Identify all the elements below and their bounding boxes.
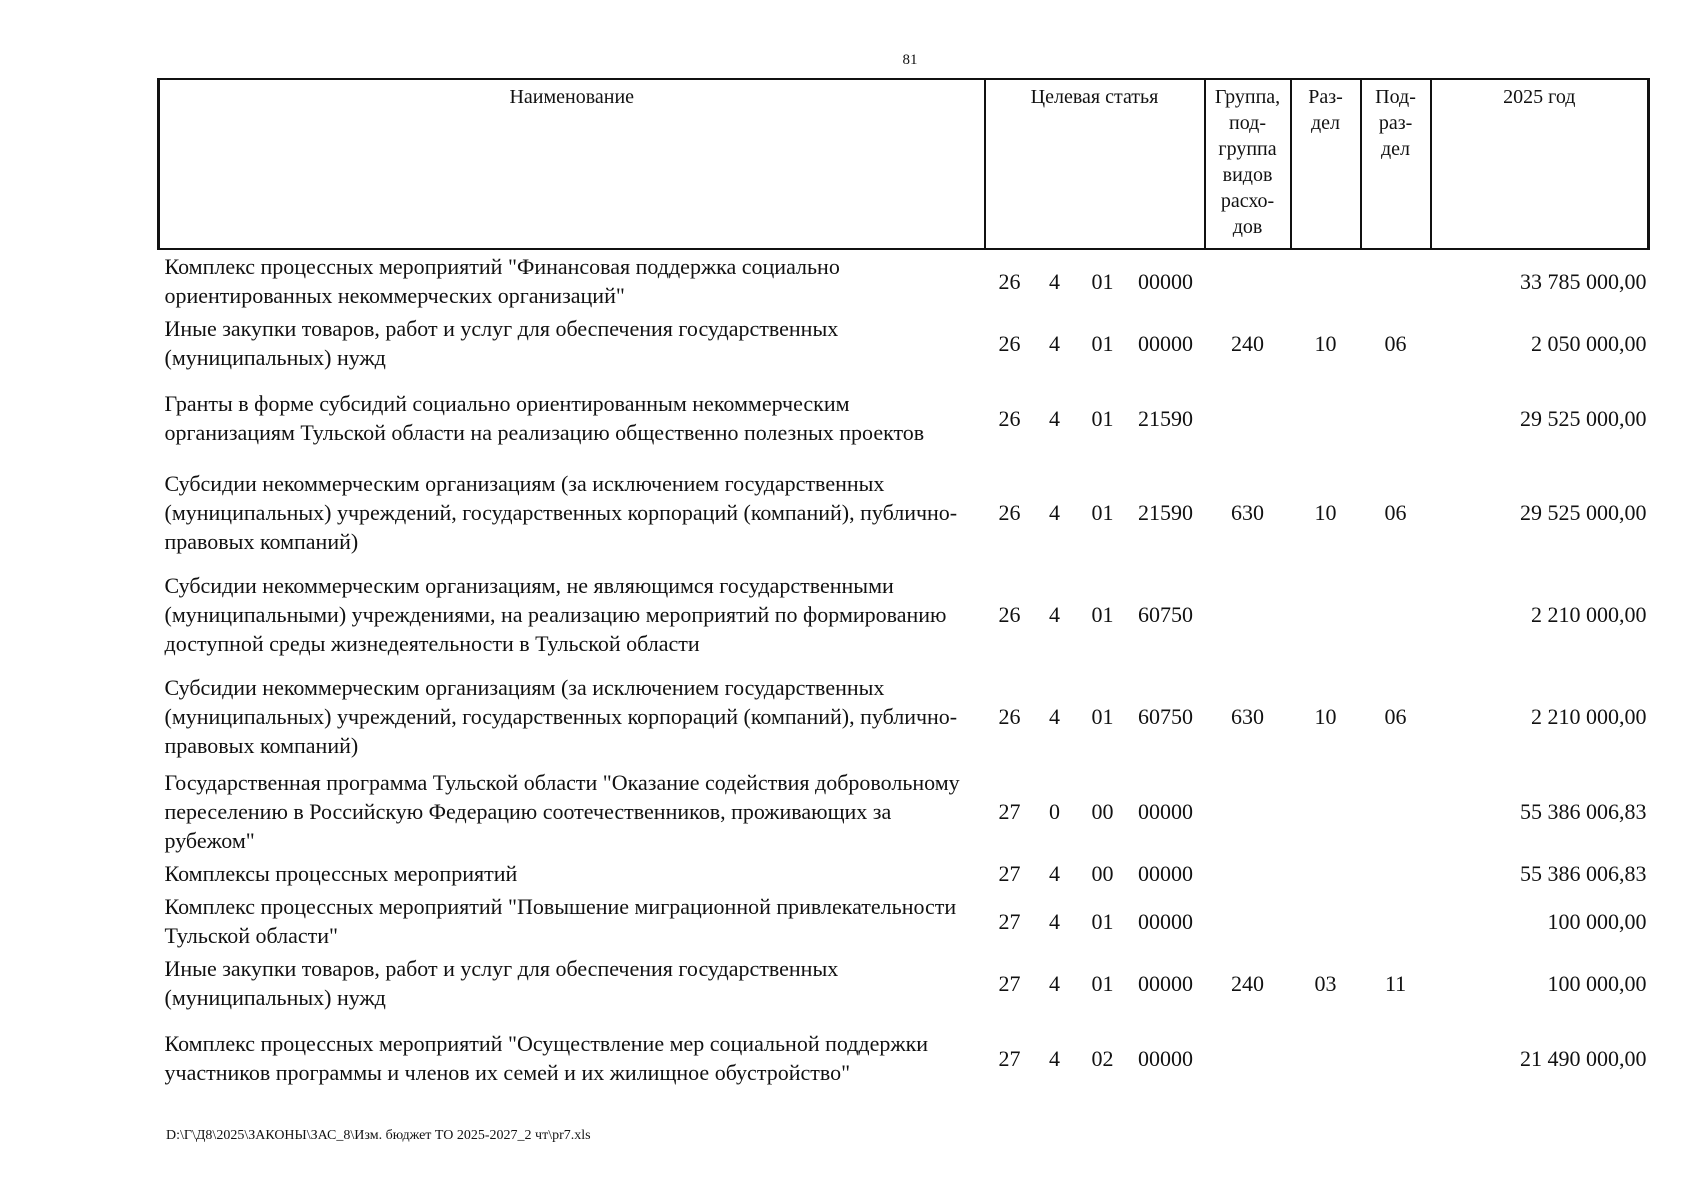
row-code-type: 4 [1049, 1045, 1060, 1071]
row-sum: 2 050 000,00 [1531, 330, 1647, 356]
row-name: Комплекс процессных мероприятий "Финансовая поддержка социально ориентированных некоммерческих организаций" [164, 254, 840, 308]
table-row [159, 857, 1649, 890]
table-row [159, 1014, 1649, 1102]
file-path-footer: D:\Г\Д8\2025\ЗАКОНЫ\ЗАС_8\Изм. бюджет ТО 2025-2027_2 чт\pr7.xls [166, 1128, 591, 1143]
row-razdel: 10 [1314, 330, 1337, 356]
row-name: Субсидии некоммерческим организациям, не являющимся государственными (муниципальными) учреждениями, на реализацию мероприятий по формированию доступной среды жизнедеятельности в Тульской области [164, 572, 947, 656]
row-code-subprogram: 01 [1091, 970, 1114, 996]
row-code-program: 27 [998, 1045, 1021, 1071]
row-code-subprogram: 01 [1091, 703, 1114, 729]
row-podrazdel: 06 [1384, 703, 1407, 729]
row-sum: 100 000,00 [1547, 970, 1647, 996]
row-name: Комплекс процессных мероприятий "Осуществление мер социальной поддержки участников программы и членов их семей и их жилищное обустройство" [164, 1031, 929, 1085]
header-podrazdel: Под-раз-дел [1361, 79, 1431, 249]
row-name: Субсидии некоммерческим организациям (за исключением государственных (муниципальных) учреждений, государственных корпораций (компаний), публично-правовых компаний) [164, 674, 958, 758]
row-code-type: 4 [1049, 970, 1060, 996]
table-row [159, 374, 1649, 462]
row-code-type: 4 [1049, 499, 1060, 525]
row-sum: 21 490 000,00 [1520, 1045, 1647, 1071]
row-expense-group [1205, 766, 1291, 857]
row-code-program: 26 [998, 268, 1021, 294]
row-razdel [1291, 562, 1361, 666]
header-expense-group: Группа, под-группа видов расхо-дов [1205, 79, 1291, 249]
row-code-program: 27 [998, 908, 1021, 934]
header-razdel: Раз-дел [1291, 79, 1361, 249]
row-code-direction: 00000 [1138, 861, 1194, 886]
row-code-program: 26 [998, 330, 1021, 356]
header-name: Наименование [159, 79, 985, 249]
row-sum: 33 785 000,00 [1520, 268, 1647, 294]
row-razdel: 03 [1314, 970, 1337, 996]
row-podrazdel [1361, 249, 1431, 312]
row-code-subprogram: 00 [1091, 861, 1114, 886]
row-expense-group [1205, 1014, 1291, 1102]
table-row [159, 766, 1649, 857]
row-expense-group [1205, 562, 1291, 666]
row-code-direction: 00000 [1138, 799, 1194, 824]
row-podrazdel [1361, 1014, 1431, 1102]
row-podrazdel [1361, 374, 1431, 462]
table-row [159, 312, 1649, 374]
row-name: Иные закупки товаров, работ и услуг для обеспечения государственных (муниципальных) нужд [164, 956, 839, 1010]
row-code-subprogram: 01 [1091, 601, 1114, 627]
row-name: Гранты в форме субсидий социально ориентированным некоммерческим организациям Тульской области на реализацию общественно полезных проектов [164, 391, 925, 445]
row-podrazdel: 11 [1384, 970, 1407, 996]
table-row [159, 952, 1649, 1014]
header-year: 2025 год [1431, 79, 1649, 249]
row-code-direction: 60750 [1138, 601, 1194, 627]
budget-table [157, 78, 1650, 1102]
row-expense-group: 240 [1231, 970, 1265, 996]
row-code-subprogram: 01 [1091, 405, 1114, 431]
row-sum: 29 525 000,00 [1520, 405, 1647, 431]
row-expense-group: 630 [1231, 499, 1265, 525]
row-razdel [1291, 374, 1361, 462]
row-sum: 55 386 006,83 [1520, 799, 1647, 824]
row-code-subprogram: 01 [1091, 268, 1114, 294]
table-header [159, 79, 1649, 249]
row-code-type: 4 [1049, 268, 1060, 294]
row-code-type: 4 [1049, 703, 1060, 729]
row-code-direction: 00000 [1138, 268, 1194, 294]
row-sum: 55 386 006,83 [1520, 861, 1647, 886]
row-code-type: 4 [1049, 330, 1060, 356]
row-sum: 100 000,00 [1547, 908, 1647, 934]
row-code-type: 4 [1049, 861, 1060, 886]
row-code-program: 26 [998, 405, 1021, 431]
row-sum: 2 210 000,00 [1531, 703, 1647, 729]
row-code-direction: 21590 [1138, 499, 1194, 525]
row-razdel [1291, 857, 1361, 890]
row-code-type: 4 [1049, 601, 1060, 627]
row-expense-group [1205, 374, 1291, 462]
row-expense-group [1205, 890, 1291, 952]
row-code-program: 27 [998, 861, 1021, 886]
page-number: 81 [902, 52, 918, 68]
table-row [159, 249, 1649, 312]
table-row [159, 562, 1649, 666]
row-sum: 2 210 000,00 [1531, 601, 1647, 627]
row-expense-group: 240 [1231, 330, 1265, 356]
row-code-direction: 21590 [1138, 405, 1194, 431]
row-name: Комплексы процессных мероприятий [164, 861, 518, 886]
row-code-program: 26 [998, 703, 1021, 729]
row-code-direction: 00000 [1138, 970, 1194, 996]
row-podrazdel [1361, 890, 1431, 952]
row-name: Государственная программа Тульской области "Оказание содействия добровольному переселению в Российскую Федерацию соотечественников, проживающих за рубежом" [164, 770, 960, 853]
row-podrazdel [1361, 766, 1431, 857]
row-code-direction: 00000 [1138, 908, 1194, 934]
header-target-article: Целевая статья [985, 79, 1205, 249]
row-code-direction: 00000 [1138, 1045, 1194, 1071]
row-sum: 29 525 000,00 [1520, 499, 1647, 525]
row-code-direction: 00000 [1138, 330, 1194, 356]
row-code-subprogram: 00 [1091, 799, 1114, 824]
row-podrazdel [1361, 857, 1431, 890]
row-code-subprogram: 02 [1091, 1045, 1114, 1071]
table-row [159, 666, 1649, 766]
row-expense-group [1205, 249, 1291, 312]
row-code-type: 4 [1049, 908, 1060, 934]
row-razdel [1291, 1014, 1361, 1102]
row-code-type: 4 [1049, 405, 1060, 431]
table-row [159, 462, 1649, 562]
row-expense-group [1205, 857, 1291, 890]
row-name: Комплекс процессных мероприятий "Повышение миграционной привлекательности Тульской области" [164, 894, 957, 948]
row-razdel [1291, 766, 1361, 857]
row-name: Иные закупки товаров, работ и услуг для обеспечения государственных (муниципальных) нужд [164, 316, 839, 370]
row-razdel [1291, 249, 1361, 312]
row-razdel [1291, 890, 1361, 952]
row-code-subprogram: 01 [1091, 908, 1114, 934]
row-expense-group: 630 [1231, 703, 1265, 729]
row-podrazdel: 06 [1384, 330, 1407, 356]
table-body [159, 249, 1649, 1102]
row-code-program: 27 [998, 970, 1021, 996]
row-code-program: 26 [998, 499, 1021, 525]
row-code-type: 0 [1049, 799, 1060, 824]
row-podrazdel: 06 [1384, 499, 1407, 525]
row-code-subprogram: 01 [1091, 499, 1114, 525]
row-razdel: 10 [1314, 703, 1337, 729]
row-code-program: 27 [998, 799, 1021, 824]
row-code-program: 26 [998, 601, 1021, 627]
table-row [159, 890, 1649, 952]
row-code-subprogram: 01 [1091, 330, 1114, 356]
row-razdel: 10 [1314, 499, 1337, 525]
row-name: Субсидии некоммерческим организациям (за исключением государственных (муниципальных) учреждений, государственных корпораций (компаний), публично-правовых компаний) [164, 470, 958, 554]
row-code-direction: 60750 [1138, 703, 1194, 729]
row-podrazdel [1361, 562, 1431, 666]
